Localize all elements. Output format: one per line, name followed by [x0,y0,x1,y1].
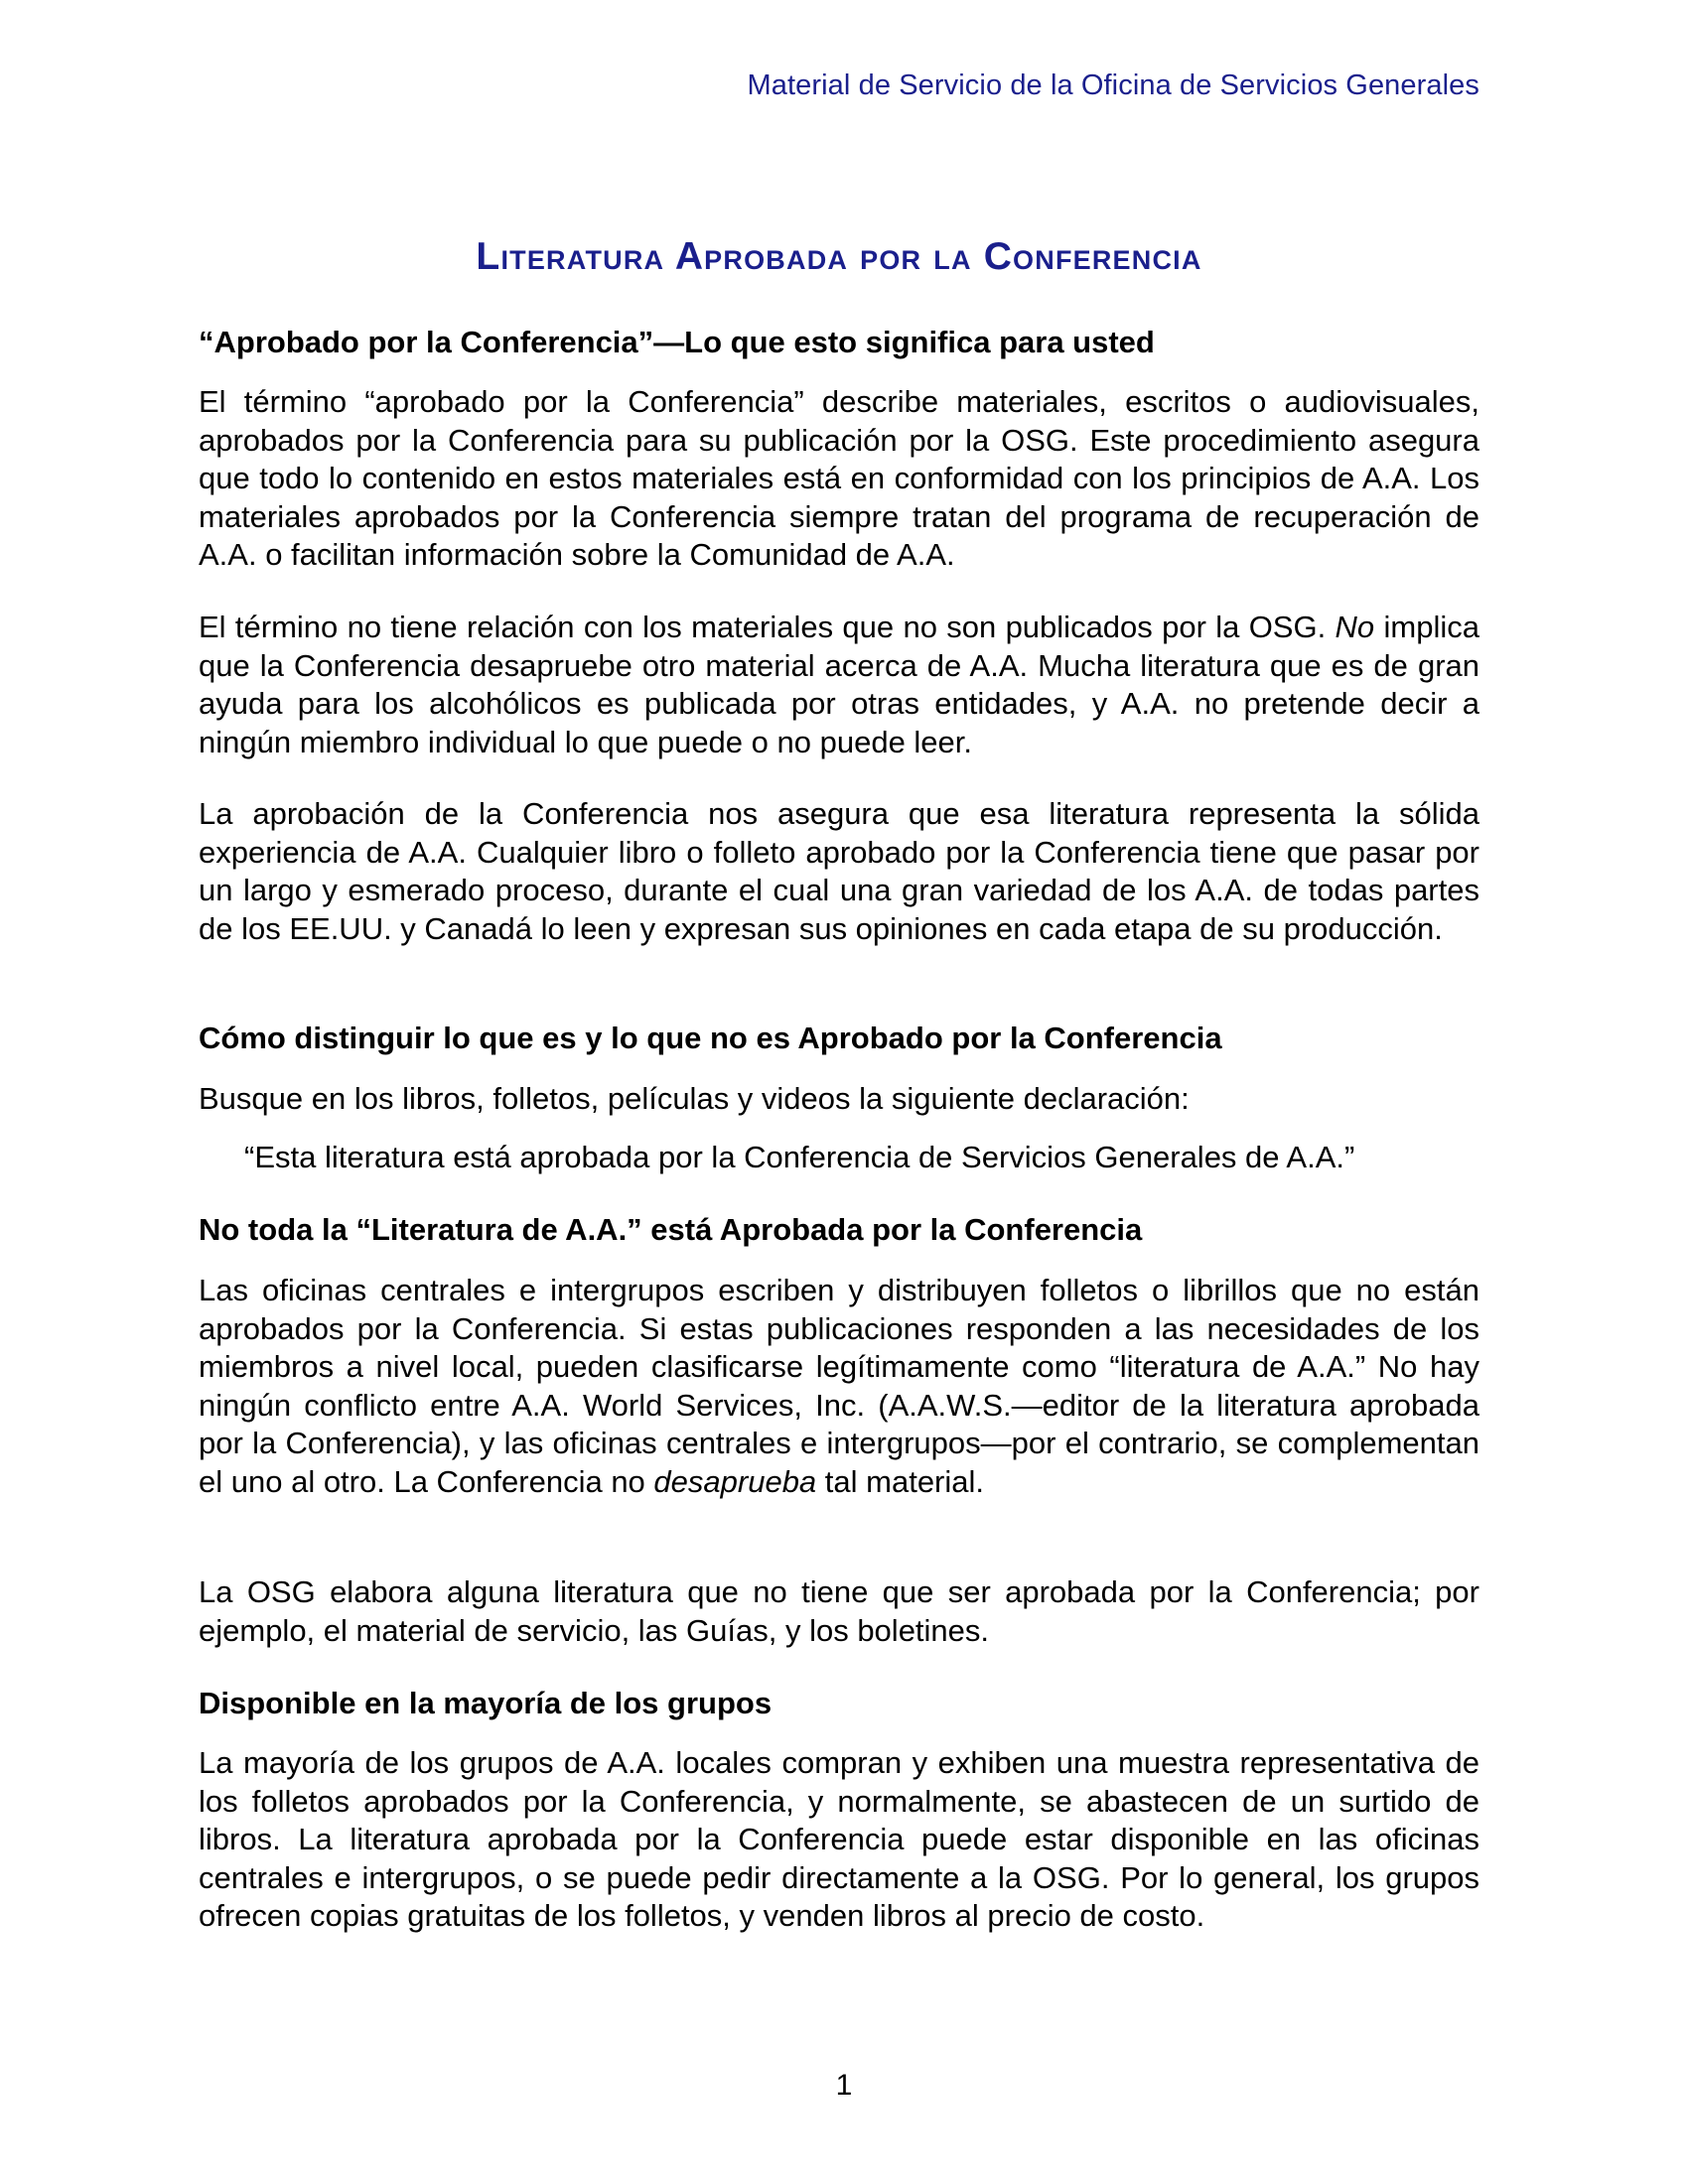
section-heading [199,1685,1479,1722]
paragraph-text-part: implica que la Conferencia desapruebe otro material acerca de A.A. Mucha literatura que es de gran ayuda para los alcohólicos es publicada por otras entidades, y A.A. no pretende decir a ningún miembro individual lo que puede o no puede leer. [199,610,1479,759]
quote [199,1139,1479,1177]
paragraph [199,1080,1479,1119]
section-heading-text: Disponible en la mayoría de los grupos [199,1686,773,1720]
quote-text: “Esta literatura está aprobada por la Conferencia de Servicios Generales de A.A.” [244,1140,1355,1174]
paragraph-text: La mayoría de los grupos de A.A. locales compran y exhiben una muestra representativa de los folletos aprobados por la Conferencia, y normalmente, se abastecen de un surtido de libros. La literatura aprobada por la Conferencia puede estar disponible en las oficinas centrales e intergrupos, o se puede pedir directamente a la OSG. Por lo general, los grupos ofrecen copias gratuitas de los folletos, y venden libros al precio de costo. [199,1745,1479,1933]
emphasis-text: desaprueba [653,1463,817,1499]
paragraph-text: La OSG elabora alguna literatura que no tiene que ser aprobada por la Conferencia; por ejemplo, el material de servicio, las Guías, y los boletines. [199,1574,1479,1648]
paragraph [199,795,1479,948]
document-title: Literatura Aprobada por la Conferencia [476,235,1202,278]
paragraph [199,1573,1479,1650]
section-heading [199,324,1479,361]
page-number: 1 [835,2069,853,2102]
paragraph [199,609,1479,761]
paragraph-text [199,1272,1479,1501]
section-heading-text: “Aprobado por la Conferencia”—Lo que esto significa para usted [199,325,1155,359]
section-heading-text: No toda la “Literatura de A.A.” está Aprobada por la Conferencia [199,1212,1143,1247]
emphasis-text: No [1335,610,1375,644]
paragraph-text: La aprobación de la Conferencia nos asegura que esa literatura representa la sólida experiencia de A.A. Cualquier libro o folleto aprobado por la Conferencia tiene que pasar por un largo y esmerado proceso, durante el cual una gran variedad de los A.A. de todas partes de los EE.UU. y Canadá lo leen y expresan sus opiniones en cada etapa de su producción. [199,796,1479,946]
paragraph-text: Busque en los libros, folletos, películas y videos la siguiente declaración: [199,1081,1190,1116]
running-header: Material de Servicio de la Oficina de Servicios Generales [747,69,1479,101]
section-heading [199,1020,1479,1057]
paragraph [199,1744,1479,1936]
paragraph-text [199,609,1479,761]
paragraph-text: El término “aprobado por la Conferencia” describe materiales, escritos o audiovisuales, aprobados por la Conferencia para su publicación por la OSG. Este procedimiento asegura que todo lo contenido en estos materiales está en conformidad con los principios de A.A. Los materiales aprobados por la Conferencia siempre tratan del programa de recuperación de A.A. o facilitan información sobre la Comunidad de A.A. [199,384,1479,572]
section-heading-text: Cómo distinguir lo que es y lo que no es Aprobado por la Conferencia [199,1021,1222,1055]
paragraph [199,1272,1479,1501]
paragraph-text-part: El término no tiene relación con los materiales que no son publicados por la OSG. [199,610,1336,644]
paragraph-text-part: Las oficinas centrales e intergrupos escriben y distribuyen folletos o librillos que no están aprobados por la Conferencia. Si estas publicaciones responden a las necesidades de los miembros a nivel local, pueden clasificarse legítimamente como “literatura de A.A.” No hay ningún conflicto entre A.A. World Services, Inc. (A.A.W.S.—editor de la literatura aprobada por la Conferencia), y las oficinas centrales e intergrupos—por el contrario, se complementan el uno al otro. La Conferencia no [199,1273,1479,1499]
section-heading [199,1211,1479,1249]
paragraph-text-part: tal material. [816,1463,985,1499]
paragraph [199,383,1479,575]
